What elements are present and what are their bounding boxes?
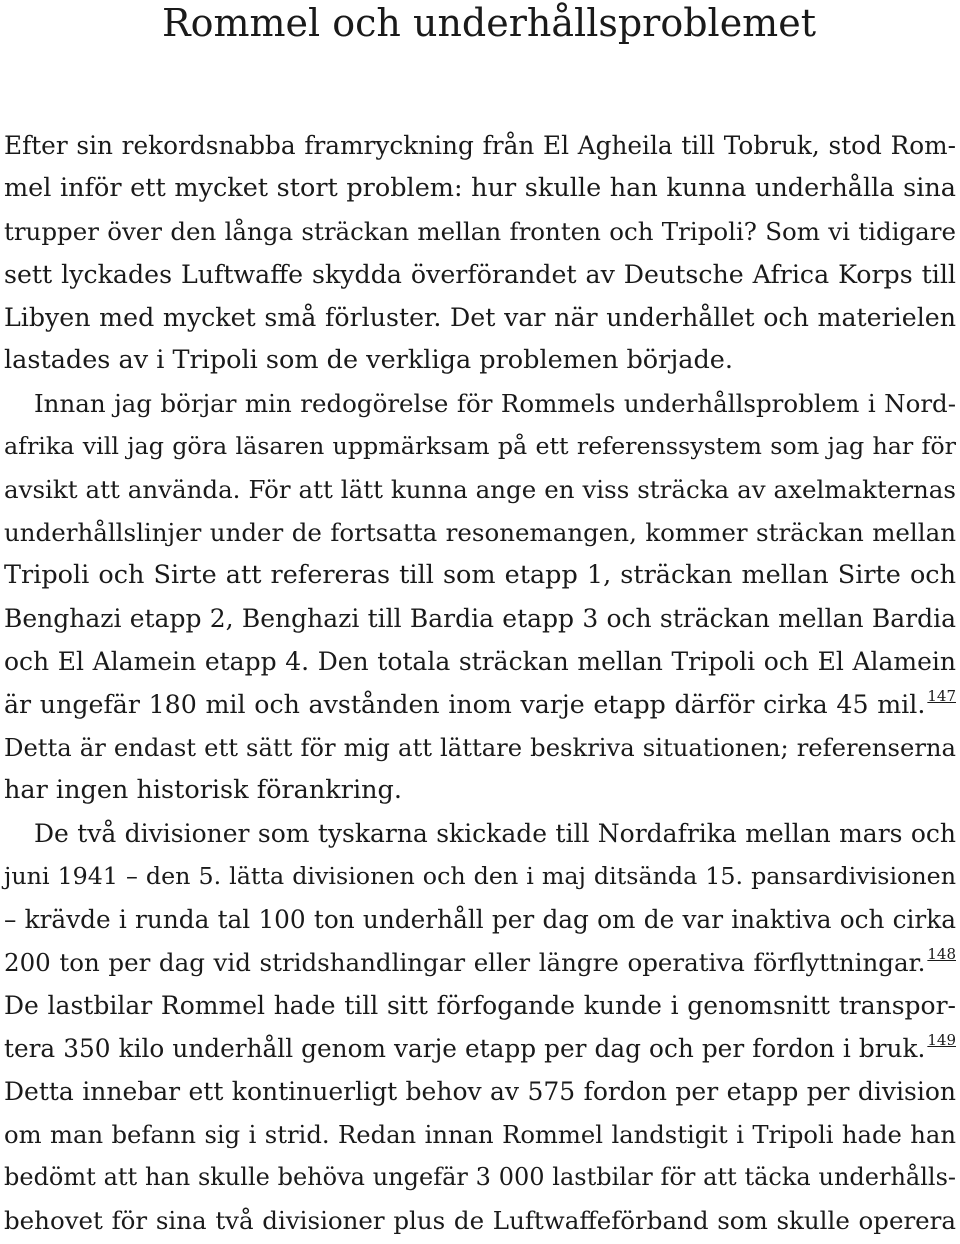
footnote-ref-149[interactable]: 149: [927, 1031, 956, 1049]
text-line: lastades av i Tripoli som de verkliga problemen började.: [4, 345, 733, 375]
text-line: tera 350 kilo underhåll genom varje etapp per dag och per fordon i bruk. $^{149}$: [4, 1031, 956, 1063]
body-text: [0, 124, 960, 1242]
text-line: juni 1941 – den 5. lätta divisionen och den i maj ditsända 15. pansardivisionen: [4, 862, 956, 890]
footnote-ref-147[interactable]: 147: [927, 687, 956, 705]
text-line: mel inför ett mycket stort problem: hur skulle han kunna underhålla sina: [4, 173, 956, 203]
text-line: – krävde i runda tal 100 ton underhåll per dag om de var inaktiva och cirka: [4, 905, 956, 934]
text-line: och El Alamein etapp 4. Den totala sträckan mellan Tripoli och El Alamein: [4, 647, 956, 676]
text-line: om man befann sig i strid. Redan innan Rommel landstigit i Tripoli hade han: [4, 1120, 956, 1149]
text-line: har ingen historisk förankring.: [4, 775, 402, 805]
text-line: Benghazi etapp 2, Benghazi till Bardia etapp 3 och sträckan mellan Bardia: [4, 604, 956, 633]
text-line: avsikt att använda. För att lätt kunna ange en viss sträcka av axelmakternas: [4, 475, 956, 504]
text-line: Libyen med mycket små förluster. Det var när underhållet och materielen: [4, 303, 956, 332]
text-line: Detta är endast ett sätt för mig att lättare beskriva situationen; referenserna: [4, 733, 956, 762]
text-line: Efter sin rekordsnabba framryckning från El Agheila till Tobruk, stod Rom-: [4, 131, 956, 160]
text-line: underhållslinjer under de fortsatta resonemangen, kommer sträckan mellan: [4, 518, 956, 547]
text-line: 200 ton per dag vid stridshandlingar eller längre operativa förflyttningar. $^{148}$: [4, 945, 956, 977]
text-line: Detta innebar ett kontinuerligt behov av 575 fordon per etapp per division: [4, 1077, 956, 1106]
text-line: De lastbilar Rommel hade till sitt förfogande kunde i genomsnitt transpor-: [4, 991, 956, 1020]
text-line: Tripoli och Sirte att refereras till som etapp 1, sträckan mellan Sirte och: [4, 560, 956, 590]
text-line: trupper över den långa sträckan mellan fronten och Tripoli? Som vi tidigare: [4, 217, 956, 246]
footnote-ref-148[interactable]: 148: [927, 945, 956, 963]
text-line: behovet för sina två divisioner plus de Luftwaffeförband som skulle operera: [4, 1206, 956, 1235]
text-line: De två divisioner som tyskarna skickade till Nordafrika mellan mars och: [34, 819, 956, 848]
page-title: Rommel och underhållsproblemet: [162, 1, 816, 45]
text-line: Innan jag börjar min redogörelse för Rommels underhållsproblem i Nord-: [34, 389, 956, 418]
text-line: afrika vill jag göra läsaren uppmärksam på ett referenssystem som jag har för: [4, 432, 956, 460]
text-line: är ungefär 180 mil och avstånden inom varje etapp därför cirka 45 mil. $^{147}$: [4, 687, 956, 719]
text-line: sett lyckades Luftwaffe skydda överförandet av Deutsche Africa Korps till: [4, 260, 956, 289]
text-line: bedömt att han skulle behöva ungefär 3 000 lastbilar för att täcka underhålls-: [4, 1163, 956, 1191]
